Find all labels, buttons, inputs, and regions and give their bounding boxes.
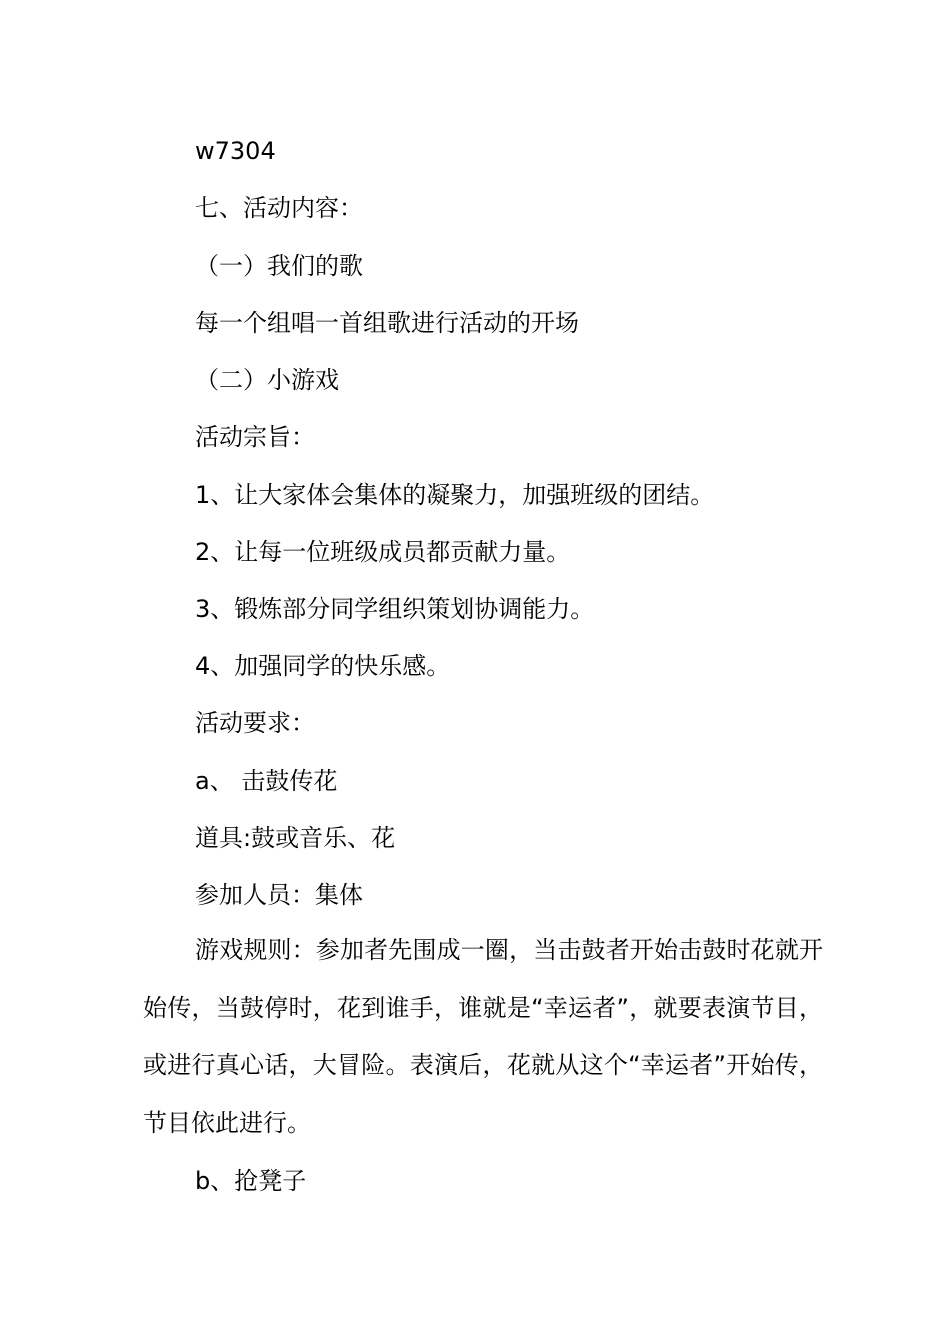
list-item: 3、锻炼部分同学组织策划协调能力。 <box>195 595 595 623</box>
rule-paragraph: 游戏规则：参加者先围成一圈，当击鼓者开始击鼓时花就开始传，当鼓停时，花到谁手，谁就是“幸运者”，就要表演节目，或进行真心话，大冒险。表演后，花就从这个“幸运者”开始传，节目依此进行。 <box>143 936 823 1137</box>
subsection-heading: （一）我们的歌 <box>195 252 363 280</box>
text-line: 每一个组唱一首组歌进行活动的开场 <box>195 309 579 337</box>
text-line: 参加人员：集体 <box>195 881 363 909</box>
text-line: 活动要求： <box>195 709 315 737</box>
game-title: a、 击鼓传花 <box>195 767 338 795</box>
subsection-heading: （二）小游戏 <box>195 366 339 394</box>
text-line: 道具:鼓或音乐、花 <box>195 824 396 852</box>
section-heading: 七、活动内容： <box>195 194 363 222</box>
list-item: 2、让每一位班级成员都贡献力量。 <box>195 538 571 566</box>
list-item: 4、加强同学的快乐感。 <box>195 652 451 680</box>
text-line: 活动宗旨： <box>195 423 315 451</box>
list-item: 1、让大家体会集体的凝聚力，加强班级的团结。 <box>195 481 715 509</box>
game-title: b、抢凳子 <box>195 1167 307 1195</box>
doc-code: w7304 <box>195 137 276 165</box>
